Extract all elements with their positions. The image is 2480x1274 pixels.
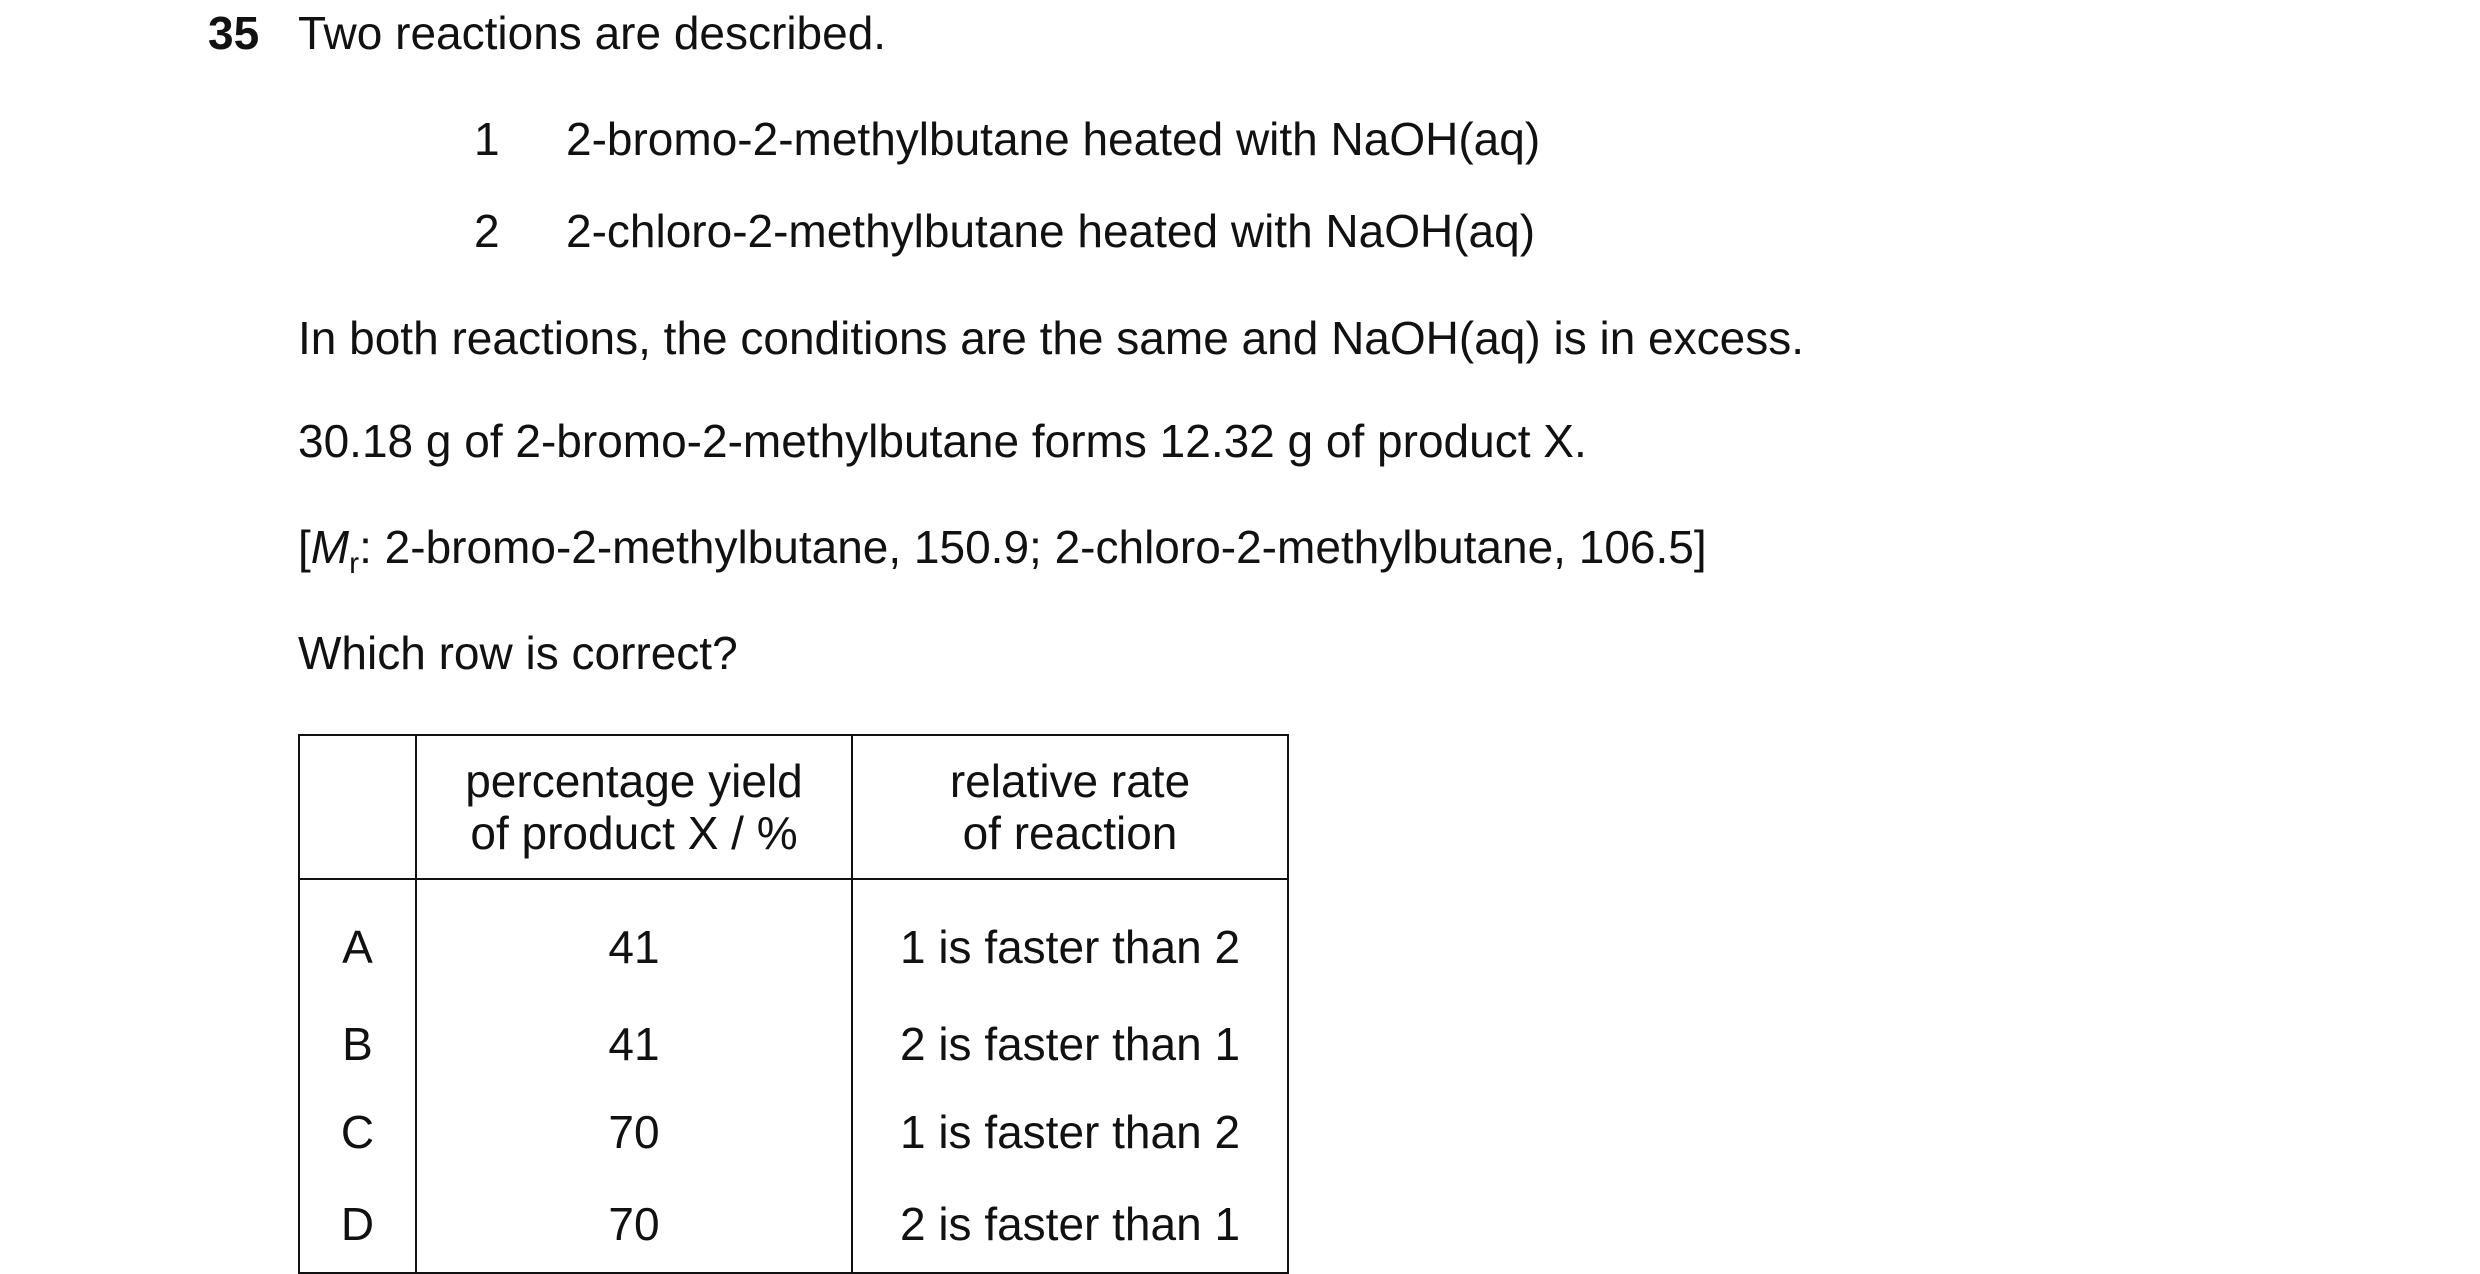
option-rate: 1 is faster than 2 [852, 879, 1288, 1000]
option-yield: 41 [416, 879, 852, 1000]
reaction-1-text: 2-bromo-2-methylbutane heated with NaOH(aq) [566, 113, 1541, 165]
option-letter: A [299, 879, 416, 1000]
mass-info-text: 30.18 g of 2-bromo-2-methylbutane forms 12.32 g of product X. [298, 415, 1587, 467]
header-rate: relative rate of reaction [852, 735, 1288, 879]
reaction-2-number: 2 [474, 205, 500, 257]
mr-values: : 2-bromo-2-methylbutane, 150.9; 2-chloro-2-methylbutane, 106.5] [359, 521, 1707, 573]
reaction-1-number: 1 [474, 113, 500, 165]
mr-bracket: [ [298, 521, 311, 573]
relative-mass-data [298, 521, 1707, 580]
table-row [299, 879, 1288, 1000]
header-yield: percentage yield of product X / % [416, 735, 852, 879]
option-rate: 1 is faster than 2 [852, 1088, 1288, 1176]
option-letter: B [299, 1000, 416, 1088]
option-rate: 2 is faster than 1 [852, 1176, 1288, 1273]
mr-symbol: M [310, 521, 350, 573]
option-rate: 2 is faster than 1 [852, 1000, 1288, 1088]
header-blank-cell [299, 735, 416, 879]
answer-table [298, 734, 1289, 1274]
reaction-2-text: 2-chloro-2-methylbutane heated with NaOH(aq) [566, 205, 1536, 257]
option-yield: 70 [416, 1176, 852, 1273]
option-yield: 70 [416, 1088, 852, 1176]
table-row [299, 1088, 1288, 1176]
table-header-row [299, 735, 1288, 879]
table-row [299, 1000, 1288, 1088]
conditions-text: In both reactions, the conditions are the same and NaOH(aq) is in excess. [298, 312, 1805, 364]
question-prompt: Which row is correct? [298, 627, 738, 679]
option-letter: D [299, 1176, 416, 1273]
table-row [299, 1176, 1288, 1273]
mr-subscript: r [349, 547, 360, 580]
option-letter: C [299, 1088, 416, 1176]
question-number: 35 [208, 7, 260, 59]
question-stem: Two reactions are described. [298, 7, 887, 59]
option-yield: 41 [416, 1000, 852, 1088]
